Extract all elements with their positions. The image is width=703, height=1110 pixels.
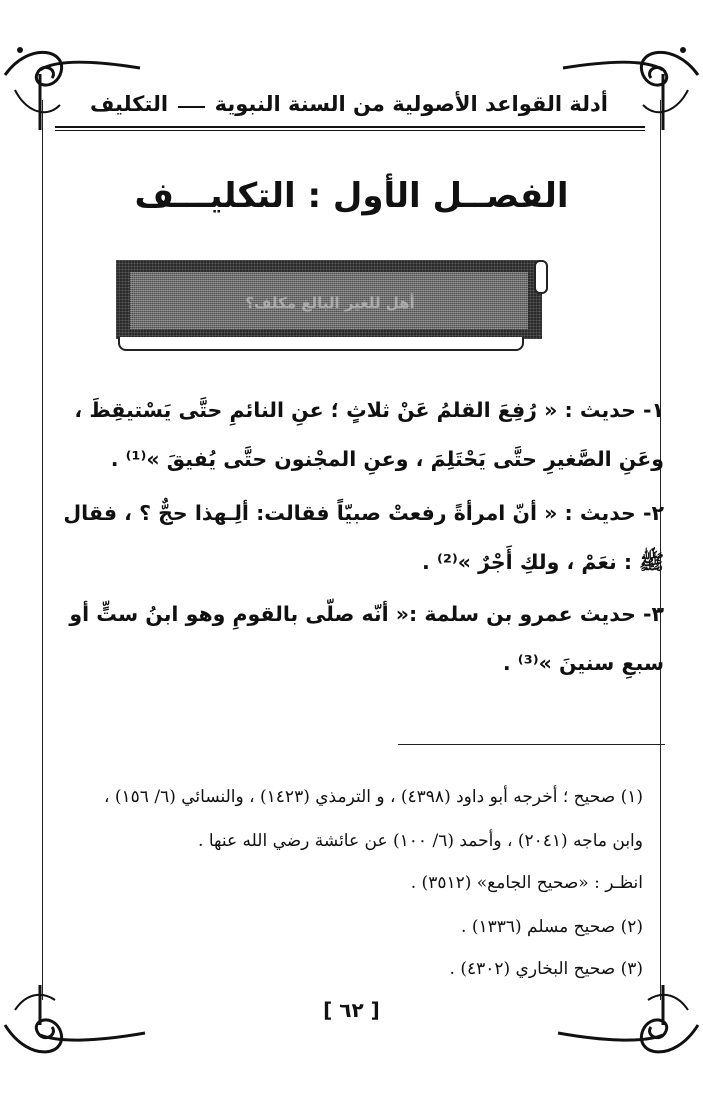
footnote-3: (٣) صحيح البخاري (٤٣٠٢) . [449, 959, 643, 979]
banner-curl-bottom [118, 337, 524, 351]
footnote-1-line-3: انظـر : «صحيح الجامع» (٣٥١٢) . [410, 873, 643, 893]
book-title: أدلة القواعد الأصولية من السنة النبوية [214, 92, 608, 116]
scroll-banner [112, 256, 548, 351]
hadith-2: ٢- حديث : « أنّ امرأةً رفعتْ صبيّاً فقالت: ألِـهذا حجٌّ ؟ ، فقال ﷺ : نعَمْ ، ولكِ أَجْرٌ »⁽²⁾ . [63, 501, 664, 574]
banner-curl-right [534, 260, 548, 294]
chapter-title: الفصــل الأول : التكليـــف [134, 176, 569, 216]
header-dash [178, 106, 205, 108]
footnote-2: (٢) صحيح مسلم (١٣٣٦) . [461, 917, 643, 937]
header-section: التكليف [90, 92, 169, 116]
footnote-1-line-2: وابن ماجه (٢٠٤١) ، وأحمد (٦/ ١٠٠) عن عائشة رضي الله عنها . [198, 831, 643, 851]
footnote-1-line-1: (١) صحيح ؛ أخرجه أبو داود (٤٣٩٨) ، و الترمذي (١٤٢٣) ، والنسائي (٦/ ١٥٦) ، [104, 787, 643, 807]
banner-text: أهل للغير البالغ مكلف؟ [245, 294, 415, 312]
header-rule-thin [55, 130, 645, 131]
footnote-separator [398, 744, 665, 745]
hadith-1: ١- حديث : « رُفِعَ القلمُ عَنْ ثلاثٍ ؛ عنِ النائمِ حتَّى يَسْتيقِظَ ، وعَنِ الصَّغيرِ حتَّى يَحْتَلِمَ ، وعنِ المجْنون حتَّى يُفيقَ »⁽¹⁾ . [74, 398, 664, 471]
running-header [90, 86, 608, 122]
hadith-3: ٣- حديث عمرو بن سلمة :« أنّه صلّى بالقومِ وهو ابنُ ستٍّ أو سبعِ سنينَ »⁽³⁾ . [69, 602, 664, 675]
page-number: [ ٦٢ ] [323, 998, 380, 1022]
header-rule [55, 126, 645, 128]
